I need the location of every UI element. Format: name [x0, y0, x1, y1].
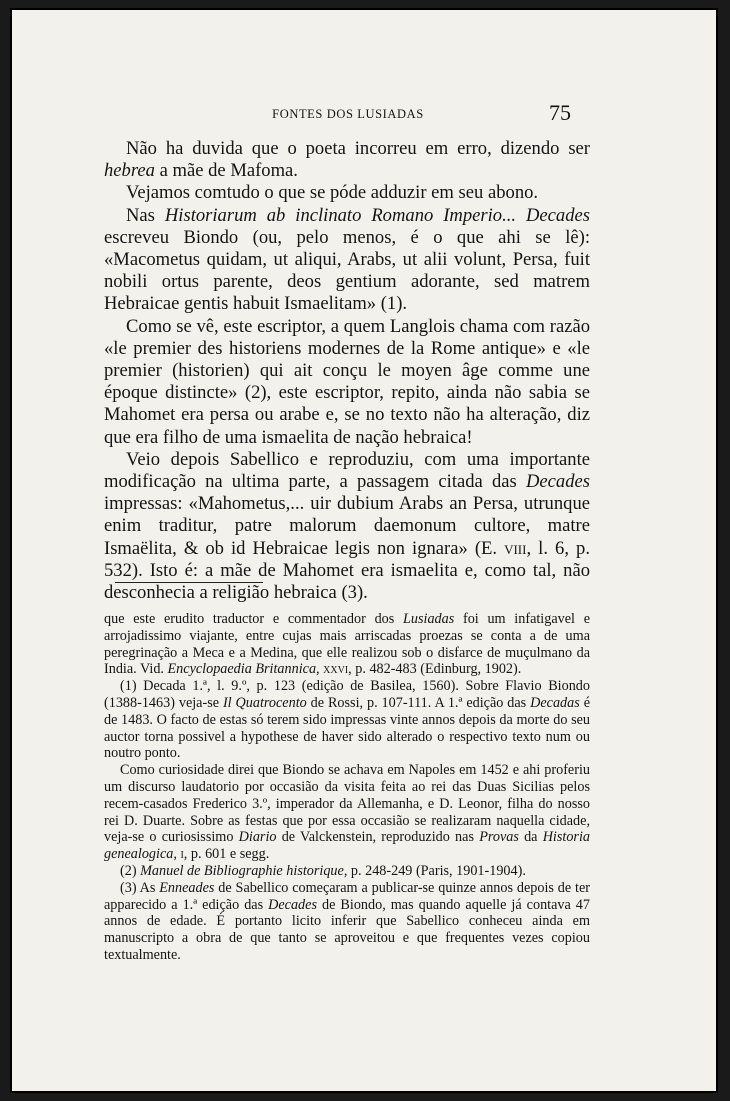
footnote-continued — [104, 611, 590, 678]
paragraph-3-italic: Historiarum ab inclinato Romano Imperio... Decades — [164, 204, 590, 226]
footnote-1-text-c: de Rossi, p. 107-111. A 1.ª edição das — [306, 694, 531, 711]
page-number: 75 — [549, 100, 571, 125]
footnote-3-text-c: de Sabellico começaram a publicar-se quinze annos depois de ter apparecido a 1.ª edição das — [104, 879, 590, 913]
paragraph-4: Como se vê, este escriptor, a quem Langlois chama com razão «le premier des historiens modernes de la Rome antique» e «le premier (historien) qui ait conçu le moyen âge comme une époque distincte» (2), este escriptor, repito, ainda não sabia se Mahomet era persa ou arabe e, se no texto não ha alteração, diz que era filho de uma ismaelita de nação hebraica! — [104, 315, 590, 448]
footnote-2-text-a: (2) — [120, 862, 141, 879]
paragraph-3-text-c: escreveu Biondo (ou, pelo menos, é o que ahi se lê): «Macometus quidam, ut aliqui, Arabs, ut alii volunt, Persa, fuit nobili ortus parente, deos gentium adorante, sed matrem Hebraicae gentis habuit Ismaelitam» (1). — [104, 226, 590, 315]
footnote-3-text-a: (3) As — [120, 879, 160, 896]
footnote-1b-italic-d: Provas — [479, 829, 519, 846]
footnote-2 — [104, 863, 590, 880]
footnote-continued-text-g: , p. 482-483 (Edinburg, 1902). — [348, 661, 522, 678]
running-title: FONTES DOS LUSIADAS — [272, 107, 424, 121]
paragraph-5-text-a: Veio depois Sabellico e reproduziu, com uma importante modificação na ultima parte, a passagem citada das — [104, 448, 590, 493]
footnote-1b-italic-b: Diario — [238, 829, 277, 846]
footnote-continued-text-c: foi um infatigavel e arrojadissimo viajante, entre cujas mais arriscadas proezas se conta a de uma peregrinação a Meca e a Medina, que elle realizou sob o disfarce de muçulmano da India. Vid. — [104, 611, 590, 678]
footnote-3 — [104, 880, 590, 964]
paragraph-5 — [104, 449, 590, 604]
footnote-1 — [104, 678, 590, 762]
footnote-1b-roman-numeral: i — [180, 846, 184, 863]
main-text — [104, 138, 590, 604]
paragraph-3 — [104, 205, 590, 316]
footnote-1-text-e: é de 1483. O facto de estas só terem sido impressas vinte annos depois da morte do seu auctor torna possivel a hypothese de haver sido alterado o respectivo texto num ou noutro ponto. — [104, 694, 590, 762]
footnote-continued-roman-numeral: xxvi — [323, 661, 349, 678]
book-page — [10, 8, 718, 1093]
paragraph-1-italic: hebrea — [104, 160, 155, 182]
footnote-1b-text-c: de Valckenstein, reproduzido nas — [276, 829, 480, 846]
footnote-1b-text-g: , — [173, 846, 181, 863]
paragraph-1 — [104, 138, 590, 182]
footnote-1-italic-d: Decadas — [530, 694, 580, 711]
footnote-1b-text-e: da — [518, 829, 543, 846]
paragraph-3-text-a: Nas — [126, 204, 165, 226]
footnote-3-italic-d: Decades — [268, 896, 317, 913]
footnote-1b-italic-f: Historia genealogica — [104, 829, 590, 863]
footnote-1b-text-i: , p. 601 e segg. — [183, 846, 270, 863]
footnote-1-italic-b: Il Quatrocento — [222, 694, 307, 711]
page-header — [12, 100, 718, 128]
footnote-continued-text-a: que este erudito traductor e commentador dos — [104, 611, 403, 627]
paragraph-5-italic: Decades — [525, 471, 590, 493]
footnote-1b-text-a: Como curiosidade direi que Biondo se achava em Napoles em 1452 e ahi proferiu um discurso laudatorio por occasião da visita feita ao rei das Duas Sicilias pelos recem-casados Frederico 3.º, imperador da Allemanha, e D. Leonor, filha do nosso rei D. Duarte. Sobre as festas que por essa occasião se realizaram naquella cidade, veja-se o curiosissimo — [104, 762, 590, 846]
paragraph-5-text-c: impressas: «Mahometus,... uir dubium Arabs an Persa, utrunque enim traditur, patre malorum daemonum cultore, matre Ismaëlita, & ob id Hebraicae legis non ignara» (E. — [104, 493, 590, 559]
paragraph-5-text-e: , l. 6, p. 532). Isto é: a mãe de Mahomet era ismaelita e, como tal, não desconhecia a religião hebraica (3). — [104, 537, 590, 604]
footnote-continued-italic-d: Encyclopaedia Britannica, — [167, 661, 320, 678]
footnote-2-text-c: , p. 248-249 (Paris, 1901-1904). — [343, 862, 526, 879]
footnotes — [104, 611, 590, 964]
paragraph-1-text-a: Não ha duvida que o poeta incorreu em erro, dizendo ser — [126, 138, 590, 159]
footnote-3-italic-b: Enneades — [159, 879, 215, 896]
paragraph-5-roman-numeral: viii — [504, 537, 527, 559]
footnote-separator — [115, 582, 263, 583]
footnote-1-continuation — [104, 762, 590, 863]
footnote-3-text-e: de Biondo, mas quando aquelle já contava 47 annos de edade. É portanto licito inferir que Sabellico conheceu ainda em manuscripto a obra de que tanto se aproveitou e que frequentes vezes copiou textualmente. — [104, 896, 590, 963]
footnote-2-italic-b: Manuel de Bibliographie historique — [140, 862, 344, 879]
paragraph-1-text-c: a mãe de Mafoma. — [154, 160, 298, 182]
paragraph-2: Vejamos comtudo o que se póde adduzir em seu abono. — [126, 182, 539, 204]
footnote-1-text-a: (1) Decada 1.ª, l. 9.º, p. 123 (edição de Basilea, 1560). Sobre Flavio Biondo (1388-1463) veja-se — [104, 678, 590, 711]
footnote-continued-italic-b: Lusiadas — [403, 611, 455, 627]
